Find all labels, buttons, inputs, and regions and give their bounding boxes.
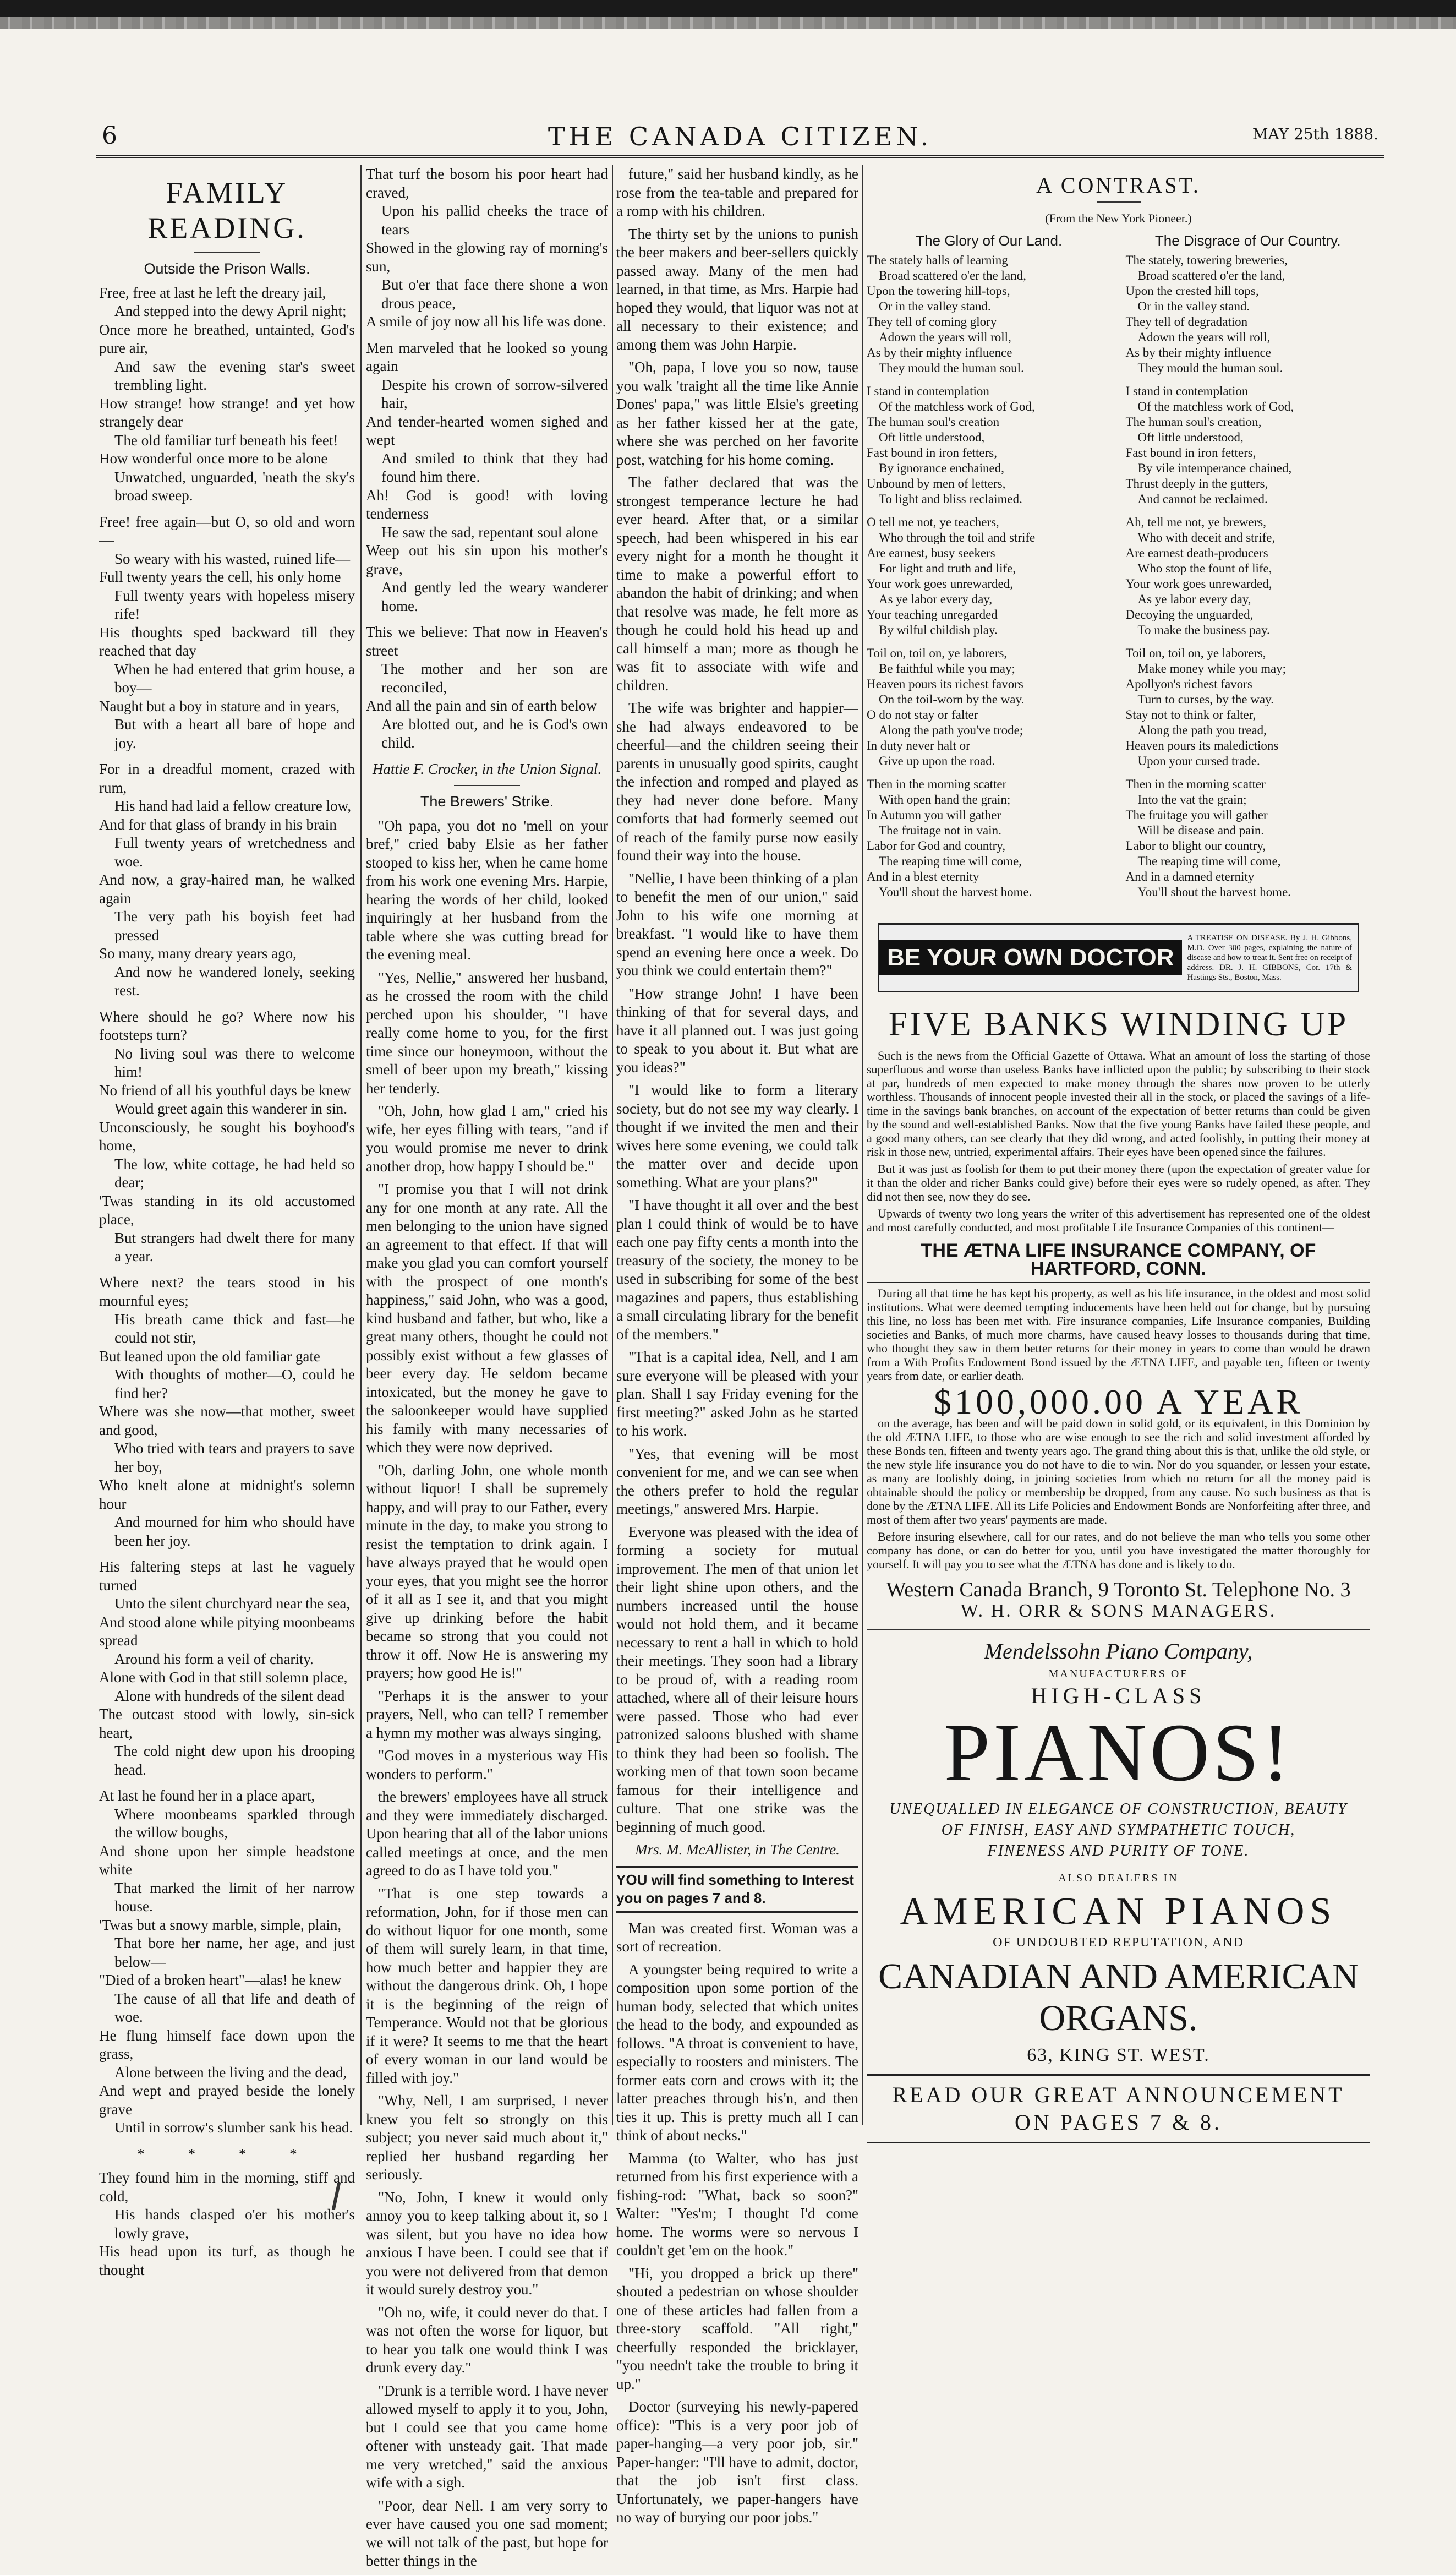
contrast-title: A CONTRAST. [1036, 173, 1201, 198]
stanza [366, 623, 608, 752]
year-figure: $100,000.00 A YEAR [934, 1382, 1303, 1421]
verse-line: Toil on, toil on, ye laborers, [1125, 646, 1266, 660]
verse-line: The old familiar turf beneath his feet! [114, 432, 338, 449]
banks-body [867, 1049, 1370, 1234]
paragraph: "That is a capital idea, Nell, and I am sure everyone will be pleased with your plan. Shall I say Friday evening for the first meeting?" asked John as he started to his work. [616, 1349, 858, 1439]
poem-final-stanza [99, 2169, 355, 2279]
paragraph: "I have thought it all over and the best plan I could think of would be to have each one pay fifty cents a month into the treasury of the society, the money to be used in subscribing for some of the best magazines and papers, thus establishing a small circulating library for the benefit of the members." [616, 1197, 858, 1343]
verse-line: But o'er that face there shone a won drous peace, [381, 276, 608, 312]
verse-line: This we believe: That now in Heaven's street [366, 624, 608, 659]
page-number: 6 [102, 122, 117, 150]
verse-line: And now he wandered lonely, seeking rest. [114, 963, 355, 999]
verse-line: And stood alone while pitying moonbeams spread [99, 1613, 355, 1649]
verse-line: At last he found her in a place apart, [99, 1787, 315, 1804]
verse-line: And shone upon her simple headstone white [99, 1842, 355, 1878]
verse-line: As by their mighty influence [867, 346, 1012, 359]
verse-line: Of the matchless work of God, [1137, 400, 1294, 413]
managers: W. H. ORR & SONS MANAGERS. [960, 1600, 1277, 1621]
verse-line: He saw the sad, repentant soul alone [381, 523, 598, 541]
paragraph: But it was just as foolish for them to put their money there (upon the expectation of greater value for it than the older and richer Banks could give) before their eyes were so rudely opened, as after. They did not then see, now they do see. [867, 1161, 1370, 1203]
verse-line: Then in the morning scatter [1125, 777, 1266, 791]
paragraph: "Hi, you dropped a brick up there" shouted a pedestrian on whose shoulder one of these articles had fallen from a three-story scaffold. "All right," cheerfully responded the bricklayer, "you needn't take the trouble to bring it up." [616, 2265, 858, 2392]
verse-line: Your work goes unrewarded, [867, 577, 1013, 591]
stanza [1126, 515, 1371, 638]
paragraph: "Yes, Nellie," answered her husband, as he crossed the room with the child perched upon his shoulder, "I have really come home to you, for the first time since our honeymoon, without the smell of beer upon my breath," kissing her tenderly. [366, 969, 608, 1096]
verse-line: Around his form a veil of charity. [114, 1650, 314, 1667]
verse-line: That bore her name, her age, and just below— [114, 1935, 355, 1970]
stanza [99, 1008, 355, 1266]
verse-line: Weep out his sin upon his mother's grave, [366, 542, 608, 577]
verse-line: For in a dreadful moment, crazed with rum, [99, 761, 355, 796]
announcement-line-1: READ OUR GREAT ANNOUNCEMENT [892, 2082, 1345, 2107]
contrast-source: (From the New York Pioneer.) [1045, 211, 1192, 225]
verse-line: Toil on, toil on, ye laborers, [867, 646, 1008, 660]
divider [454, 785, 520, 786]
verse-line: Be faithful while you may; [879, 662, 1015, 675]
verse-line: By ignorance enchained, [879, 461, 1004, 475]
verse-line: Labor to blight our country, [1125, 839, 1266, 853]
verse-line: Unbound by men of letters, [867, 477, 1006, 490]
verse-line: That turf the bosom his poor heart had craved, [366, 166, 608, 201]
verse-line: Along the path you've trode; [879, 723, 1023, 737]
reputation-line: OF UNDOUBTED REPUTATION, AND [993, 1935, 1244, 1950]
verse-line: Make money while you may; [1137, 662, 1287, 675]
verse-line: Will be disease and pain. [1137, 823, 1265, 837]
verse-line: And stepped into the dewy April night; [114, 303, 347, 319]
verse-line: In Autumn you will gather [867, 808, 1001, 822]
page-header [102, 118, 1378, 151]
verse-line: The cause of all that life and death of woe. [114, 1990, 355, 2025]
contrast-left [867, 233, 1112, 908]
contrast-right-title: The Disgrace of Our Country. [1154, 232, 1341, 249]
paragraph: The father declared that was the strongest temperance lecture he had ever heard. After that, or a similar speech, had been whispered in his ear every night for a month he thought it time to make a powerful effort to abandon the habit of drinking; and when that resolve was made, he felt more as though he could hold his head up and call himself a man; more as though he was fit to associate with wife and children. [616, 474, 858, 694]
paragraph: Before insuring elsewhere, call for our rates, and do not believe the man who tells you some other company has done, or can do better for you, until you have investigated the matter thoroughly for yourself. It will pay you to see what the ÆTNA has done and is likely to do. [867, 1530, 1370, 1571]
paragraph: "Drunk is a terrible word. I have never allowed myself to apply it to you, John, but I could see that you came home oftener with unsteady gait. That made me very wretched," said the anxious wife with a sigh. [366, 2382, 608, 2491]
paragraph: "Why, Nell, I am surprised, I never knew you felt so strongly on this subject; you never said much about it," replied her husband regarding her seriously. [366, 2092, 608, 2183]
verse-line: He flung himself face down upon the grass, [99, 2027, 355, 2062]
filler-items [616, 1919, 858, 2527]
verse-line: And wept and prayed beside the lonely grave [99, 2082, 355, 2118]
verse-line: And gently led the weary wanderer home. [381, 579, 608, 614]
story-signature: Mrs. M. McAllister, in The Centre. [635, 1841, 840, 1858]
stanza [867, 777, 1112, 900]
american-pianos: AMERICAN PIANOS [900, 1890, 1337, 1933]
column-three [616, 165, 858, 2532]
poem-signature: Hattie F. Crocker, in the Union Signal. [372, 760, 602, 777]
verse-line: Heaven pours its richest favors [867, 677, 1023, 691]
piano-company: Mendelssohn Piano Company, [984, 1639, 1253, 1663]
stanza [1126, 253, 1371, 376]
organs-headline: CANADIAN AND AMERICAN ORGANS. [878, 1956, 1359, 2038]
piano-address: 63, KING ST. WEST. [1027, 2044, 1210, 2065]
verse-line: His hands clasped o'er his mother's lowly grave, [114, 2206, 355, 2241]
story-body [366, 817, 608, 2571]
verse-line: Who with deceit and strife, [1137, 531, 1276, 544]
paragraph: "Oh no, wife, it could never do that. I was not often the worse for liquor, but to hear you talk one would think I was drunk every day." [366, 2304, 608, 2376]
doctor-advertisement [878, 923, 1359, 992]
verse-line: When he had entered that grim house, a boy— [114, 661, 355, 696]
verse-line: His head upon its turf, as though he thought [99, 2243, 355, 2278]
verse-line: To make the business pay. [1137, 623, 1270, 637]
verse-line: Until in sorrow's slumber sank his head. [114, 2119, 353, 2136]
verse-line: And mourned for him who should have been her joy. [114, 1514, 355, 1549]
verse-line: Who knelt alone at midnight's solemn hour [99, 1477, 355, 1512]
stanza [867, 515, 1112, 638]
verse-line: Give up upon the road. [879, 754, 995, 768]
verse-line: Where next? the tears stood in his mournful eyes; [99, 1274, 355, 1309]
verse-line: Where moonbeams sparkled through the willow boughs, [114, 1805, 355, 1841]
verse-line: Decoying the unguarded, [1125, 608, 1254, 621]
verse-line: But with a heart all bare of hope and joy. [114, 716, 355, 751]
verse-line: The cold night dew upon his drooping head. [114, 1743, 355, 1778]
verse-line: Stay not to think or falter, [1125, 708, 1256, 722]
verse-line: Where was she now—that mother, sweet and good, [99, 1403, 355, 1438]
verse-line: The human soul's creation, [1125, 415, 1262, 429]
poem-body [99, 284, 355, 2137]
verse-line: But leaned upon the old familiar gate [99, 1347, 320, 1365]
verse-line: Upon your cursed trade. [1137, 754, 1260, 768]
stanza [99, 1558, 355, 1779]
column-family-reading [99, 165, 355, 2279]
verse-line: They tell of coming glory [867, 315, 997, 329]
verse-line: Ah! God is good! with loving tenderness [366, 487, 608, 522]
paragraph: "Oh, darling John, one whole month without liquor! I shall be supremely happy, and will pray to our Father, every minute in the day, to make you strong to resist the temptation to drink again. I have always prayed that he would open your eyes, that you might see the horror of it all as I see it, and that you might give up drinking before the habit became so strong that you could not throw it off. Now He is answering my prayers; how good He is!" [366, 1461, 608, 1681]
verse-line: Unconsciously, he sought his boyhood's home, [99, 1119, 355, 1154]
paragraph: "Yes, that evening will be most convenient for me, and we can see when the others prefer to hold the regular meetings," answered Mrs. Harpie. [616, 1445, 858, 1517]
verse-line: Broad scattered o'er the land, [1137, 269, 1285, 282]
contrast-right [1126, 233, 1371, 908]
verse-line: Your teaching unregarded [867, 608, 998, 621]
paragraph: Such is the news from the Official Gazette of Ottawa. What an amount of loss the starting of those superfluous and worse than useless Banks have inflicted upon the public; by subscribing to their stock at par, hundreds of men expected to make money through the shares now proven to be utterly worthless. Thousands of innocent people invested their all in the stock, or placed the savings of a life-time in the savings bank branches, on account of the expectation of better returns than could be given by the sound and well-established Banks. Now that the five young Banks have failed these people, and a good many others, can see clearly that they did wrong, and acted foolishly, in putting their money at risk in those new, untried, experimental affairs. Their eyes have been opened since the failures. [867, 1048, 1370, 1159]
verse-line: In duty never halt or [867, 739, 970, 752]
insurance-company-name: THE ÆTNA LIFE INSURANCE COMPANY, OF HARTFORD, CONN. [867, 1242, 1370, 1283]
verse-line: Of the matchless work of God, [879, 400, 1035, 413]
verse-line: And now, a gray-haired man, he walked again [99, 871, 355, 907]
also-dealers: ALSO DEALERS IN [1058, 1872, 1179, 1884]
stanza [1126, 384, 1371, 507]
paragraph: "Poor, dear Nell. I am very sorry to ever have caused you one sad moment; we will not talk of the past, but hope for better things in the [366, 2497, 608, 2569]
paragraph: "Oh, papa, I love you so now, tause you walk 'traight all the time like Annie Dones' papa," was little Elsie's greeting as her father kissed her at the gate, where she was perched on her favorite post, watching for his home coming. [616, 359, 858, 468]
column-rule [360, 165, 362, 2125]
verse-line: His hand had laid a fellow creature low, [114, 798, 352, 814]
stanza [366, 339, 608, 616]
verse-line: And in a damned eternity [1125, 870, 1255, 883]
newspaper-title: THE CANADA CITIZEN. [548, 122, 933, 151]
insurance-paragraph: During all that time he has kept his property, as well as his life insurance, in the oldest and most solid institutions. What were deemed tempting inducements have been held out for change, but by pursuing this line, no loss has been met with. Fire insurance companies, Life Insurance companies, Building societies and Banks, of much more charms, have caused heavy losses to thousands during that time, who thought they saw in them better returns for their money in years to come than would be drawn from a With Profits Endowment Bond issued by the ÆTNA LIFE, and payable ten, fifteen or twenty years from date, or earlier death. [867, 1286, 1370, 1383]
verse-line: Who stop the fount of life, [1137, 561, 1272, 575]
tagline-2: OF FINISH, EASY AND SYMPATHETIC TOUCH, [941, 1821, 1296, 1838]
paragraph: "I would like to form a literary society, but do not see my way clearly. I thought if we invited the men and their wives here some evening, we could talk the matter over and decide upon something. What are your plans?" [616, 1082, 858, 1191]
verse-line: The low, white cottage, he had held so dear; [114, 1155, 355, 1191]
page-edge [0, 0, 1456, 17]
pianos-headline: PIANOS! [944, 1706, 1293, 1798]
verse-line: To light and bliss reclaimed. [879, 492, 1022, 506]
verse-line: Labor for God and country, [867, 839, 1006, 853]
verse-line: 'Twas but a snowy marble, simple, plain, [99, 1916, 342, 1933]
verse-line: The reaping time will come, [879, 854, 1022, 868]
verse-line: His breath came thick and fast—he could not stir, [114, 1311, 355, 1346]
verse-line: So many, many dreary years ago, [99, 945, 297, 962]
verse-line: 'Twas standing in its old accustomed place, [99, 1192, 355, 1228]
verse-line: By vile intemperance chained, [1137, 461, 1292, 475]
verse-line: Alone with hundreds of the silent dead [114, 1687, 345, 1704]
stanza [867, 646, 1112, 769]
verse-line: On the toil-worn by the way. [879, 692, 1025, 706]
verse-line: They mould the human soul. [1137, 361, 1283, 375]
paragraph: A youngster being required to write a composition upon some portion of the human body, selected that which unites the head to the body, and expounded as follows. "A throat is convenient to have, especially to roosters and ministers. The former eats corn and crows with it; the latter preaches through his'n, and then ties it up. This is pretty much all I can think of about necks." [616, 1961, 858, 2143]
verse-line: Full twenty years of wretchedness and woe. [114, 834, 355, 870]
verse-line: Oft little understood, [879, 430, 985, 444]
verse-line: Fast bound in iron fetters, [867, 446, 997, 460]
contrast-left-title: The Glory of Our Land. [916, 232, 1063, 249]
verse-line: Then in the morning scatter [867, 777, 1007, 791]
verse-line: Adown the years will roll, [879, 330, 1011, 344]
verse-line: The mother and her son are reconciled, [381, 661, 608, 696]
column-rule [612, 165, 613, 2125]
verse-line: Along the path you tread, [1137, 723, 1267, 737]
paragraph: "That is one step towards a reformation, John, for if those men can do without liquor for one month, some of them will surely learn, in that time, how much better and happier they are without the dangerous drink. Oh, I hope it is the beginning of the reign of Temperance. Would not that be glorious if it were? It seems to me that the heart of every woman in our land would be filled with joy." [366, 1885, 608, 2086]
verse-line: How strange! how strange! and yet how strangely dear [99, 395, 355, 430]
paragraph: The thirty set by the unions to punish the beer makers and beer-sellers quickly passed away. Many of the men had learned, in that time, as Mrs. Harpie had hoped they would, that liquor was not at all necessary to their existence; and among them was John Harpie. [616, 225, 858, 353]
verse-line: Once more he breathed, untainted, God's pure air, [99, 321, 355, 356]
verse-line: Into the vat the grain; [1137, 793, 1247, 806]
verse-line: Heaven pours its maledictions [1125, 739, 1279, 752]
doctor-fine-print: A TREATISE ON DISEASE. By J. H. Gibbons, M.D. Over 300 pages, explaining the nature of disease and how to treat it. Sent free on receipt of address. DR. J. H. GIBBONS, Cor. 17th & Hastings Sts., Boston, Mass. [1187, 934, 1352, 982]
verse-line: You'll shout the harvest home. [879, 885, 1032, 899]
stanza [867, 253, 1112, 376]
divider [194, 252, 260, 253]
verse-line: For light and truth and life, [879, 561, 1016, 575]
verse-line: And tender-hearted women sighed and wept [366, 413, 608, 448]
verse-line: Your work goes unrewarded, [1125, 577, 1272, 591]
verse-line: They mould the human soul. [879, 361, 1024, 375]
verse-line: Turn to curses, by the way. [1137, 692, 1274, 706]
verse-line: And smiled to think that they had found him there. [381, 450, 608, 485]
verse-line: Despite his crown of sorrow-silvered hair, [381, 376, 608, 411]
verse-line: The stately, towering breweries, [1125, 253, 1288, 267]
paragraph: Doctor (surveying his newly-papered office): "This is a very poor job of paper-hanging—a very poor job, sir." Paper-hanger: "I'll have to admit, doctor, that the job isn't first class. Unfortunately, we paper-hangers have no way of burying our poor jobs." [616, 2398, 858, 2525]
page-edge-torn [0, 17, 1456, 29]
section-title: FAMILY READING. [147, 176, 306, 244]
verse-line: Are blotted out, and he is God's own child. [381, 716, 608, 751]
verse-line: I stand in contemplation [867, 384, 989, 398]
issue-date: MAY 25th 1888. [1252, 125, 1378, 143]
verse-line: The human soul's creation [867, 415, 1000, 429]
verse-line: I stand in contemplation [1125, 384, 1249, 398]
column-two [366, 165, 608, 2575]
verse-line: A smile of joy now all his life was done. [366, 313, 606, 330]
verse-line: They tell of degradation [1125, 315, 1248, 329]
verse-line: Broad scattered o'er the land, [879, 269, 1026, 282]
column-advertisements [867, 165, 1370, 2143]
high-class-label: HIGH-CLASS [1031, 1683, 1206, 1708]
verse-line: His thoughts sped backward till they reached that day [99, 624, 355, 659]
stanza [99, 513, 355, 753]
verse-line: With open hand the grain; [879, 793, 1011, 806]
verse-line: The reaping time will come, [1137, 854, 1281, 868]
verse-line: No living soul was there to welcome him! [114, 1045, 355, 1080]
verse-line: Or in the valley stand. [879, 299, 991, 313]
verse-line: And in a blest eternity [867, 870, 979, 883]
stanza [99, 1274, 355, 1551]
banks-headline: FIVE BANKS WINDING UP [888, 1006, 1349, 1043]
paragraph: "Perhaps it is the answer to your prayers, Nell, who can tell? I remember a hymn my mother was always singing, [366, 1687, 608, 1741]
verse-line: Alone between the living and the dead, [114, 2064, 347, 2081]
paragraph: "God moves in a mysterious way His wonders to perform." [366, 1747, 608, 1782]
divider [1097, 201, 1141, 203]
verse-line: Full twenty years the cell, his only home [99, 569, 341, 585]
doctor-headline: BE YOUR OWN DOCTOR [879, 940, 1182, 975]
verse-line: That marked the limit of her narrow house. [114, 1879, 355, 1914]
verse-line: Upon his pallid cheeks the trace of tears [381, 203, 608, 238]
verse-line: Are earnest, busy seekers [867, 546, 995, 560]
verse-line: The outcast stood with lowly, sin-sick heart, [99, 1706, 355, 1741]
verse-line: O do not stay or falter [867, 708, 978, 722]
verse-line: Unwatched, unguarded, 'neath the sky's broad sweep. [114, 468, 355, 504]
paragraph: "Oh, John, how glad I am," cried his wife, her eyes filling with tears, "and if you would promise me never to drink another drop, how happy I should be." [366, 1103, 608, 1175]
verse-line: Showed in the glowing ray of morning's sun, [366, 239, 608, 275]
paragraph: on the average, has been and will be paid down in solid gold, or its equivalent, in this Dominion by the old ÆTNA LIFE, to those who are wise enough to see the rich and solid investment afforded by these Bonds ten, fifteen and twenty years ago. The grand thing about this is that, unlike the old style, or the new style life insurance you do not have to die to win. Nor do you squander, or lessen your estate, as many are foolishly doing, in joining societies from which no return for all the money paid is obtainable should the policy or membership be dropped, from any cause. No such business as that is done by the ÆTNA LIFE. All its Life Policies and Endowment Bonds are Nonforfeiting after three, and most of them after two years' payments are made. [867, 1416, 1370, 1526]
paragraph: The wife was brighter and happier—she had always endeavored to be cheerful—and the children seeing their parents in unusually good spirits, caught the infection and romped and played as they had never done before. Many comforts that had formerly seemed out of reach of the family purse now easily found their way into the house. [616, 700, 858, 864]
verse-line: His faltering steps at last he vaguely turned [99, 1558, 355, 1594]
stanza [99, 1787, 355, 2137]
verse-line: Where should he go? Where now his footsteps turn? [99, 1008, 355, 1043]
paragraph: Upwards of twenty two long years the writer of this advertisement has represented one of the oldest and most carefully conducted, and most profitable Life Insurance Companies of this continent— [867, 1206, 1370, 1234]
verse-line: Full twenty years with hopeless misery rife! [114, 587, 355, 622]
tagline-1: UNEQUALLED IN ELEGANCE OF CONSTRUCTION, BEAUTY [889, 1800, 1348, 1818]
stanza [99, 284, 355, 505]
verse-line: Or in the valley stand. [1137, 299, 1250, 313]
verse-line: Naught but a boy in stature and in years, [99, 697, 340, 714]
poem-continuation [366, 165, 608, 752]
header-rule [96, 155, 1384, 158]
verse-line: How wonderful once more to be alone [99, 450, 328, 467]
stanza [867, 384, 1112, 507]
stanza [366, 165, 608, 331]
verse-line: They found him in the morning, stiff and cold, [99, 2169, 355, 2205]
paragraph: "No, John, I knew it would only annoy you to keep talking about it, so I was silent, but you have no idea how anxious I have been. I could see that if you were not delivered from that demon it would surely destroy you." [366, 2189, 608, 2298]
verse-line: Free! free again—but O, so old and worn— [99, 513, 355, 548]
verse-line: The stately halls of learning [867, 253, 1008, 267]
verse-line: Adown the years will roll, [1137, 330, 1271, 344]
verse-line: Thrust deeply in the gutters, [1125, 477, 1268, 490]
verse-line: Men marveled that he looked so young again [366, 339, 608, 374]
verse-line: Upon the towering hill-tops, [867, 284, 1010, 298]
verse-line: But strangers had dwelt there for many a year. [114, 1229, 355, 1264]
verse-line: Ah, tell me not, ye brewers, [1125, 515, 1266, 529]
stanza [99, 760, 355, 1000]
poem-title: Outside the Prison Walls. [144, 260, 310, 277]
stars-divider: * * * * [137, 2145, 317, 2162]
stanza [1126, 777, 1371, 900]
story-body-continued [616, 165, 858, 1836]
paragraph: Man was created first. Woman was a sort of recreation. [616, 1919, 858, 1955]
verse-line: As ye labor every day, [1137, 592, 1251, 606]
paragraph: "Nellie, I have been thinking of a plan to benefit the men of our union," said John to his wife one morning at breakfast. "I would like to have them spend an evening here once a week. Do you think we could entertain them?" [616, 870, 858, 979]
verse-line: The fruitage not in vain. [879, 823, 1001, 837]
paragraph: Everyone was pleased with the idea of forming a society for mutual improvement. The men of that union let their light shine upon others, and the numbers increased until the house would not hold them, and it became necessary to rent a hall in which to hold their meetings. They soon had a library to be proud of, with a reading room attached, where all of their leisure hours were passed. Those who had ever patronized saloons blushed with shame to think they had been so foolish. The working men of that town soon became famous for their intelligence and culture. That one strike was the beginning of much good. [616, 1523, 858, 1835]
paragraph: "How strange John! I have been thinking of that for several days, and have it all planned out. I was just going to speak to you about it. But what are you ideas?" [616, 985, 858, 1076]
story-title: The Brewers' Strike. [420, 793, 554, 810]
verse-line: Who through the toil and strife [879, 531, 1036, 544]
verse-line: O tell me not, ye teachers, [867, 515, 999, 529]
verse-line: So weary with his wasted, ruined life— [114, 550, 351, 567]
verse-line: Would greet again this wanderer in sin. [114, 1100, 347, 1117]
year-body [867, 1416, 1370, 1571]
verse-line: Free, free at last he left the dreary jail, [99, 284, 326, 301]
verse-line: Unto the silent churchyard near the sea, [114, 1595, 351, 1612]
announcement-line-2: ON PAGES 7 & 8. [1015, 2110, 1222, 2135]
verse-line: And cannot be reclaimed. [1137, 492, 1268, 506]
manufacturers-label: MANUFACTURERS OF [1048, 1667, 1189, 1680]
verse-line: And for that glass of brandy in his brain [99, 816, 337, 833]
verse-line: Upon the crested hill tops, [1125, 284, 1259, 298]
branch-address: Western Canada Branch, 9 Toronto St. Telephone No. 3 [886, 1578, 1351, 1601]
tagline-3: FINENESS AND PURITY OF TONE. [987, 1842, 1250, 1859]
announcement-box [867, 2074, 1370, 2143]
verse-line: Are earnest death-producers [1125, 546, 1268, 560]
verse-line: The very path his boyish feet had pressed [114, 908, 355, 943]
paragraph: "Oh papa, you dot no 'mell on your bref," cried baby Elsie as her father stooped to kiss her, when he came home from his work one evening Mrs. Harpie, hearing the words of her child, looked inquiringly at her husband from the table where she was cutting bread for the evening meal. [366, 817, 608, 963]
paragraph: future," said her husband kindly, as he rose from the tea-table and prepared for a romp with his children. [616, 166, 858, 219]
verse-line: And all the pain and sin of earth below [366, 697, 597, 714]
verse-line: You'll shout the harvest home. [1137, 885, 1291, 899]
stanza [1126, 646, 1371, 769]
divider [867, 1629, 1370, 1630]
verse-line: No friend of all his youthful days be knew [99, 1082, 351, 1099]
verse-line: Alone with God in that still solemn place, [99, 1669, 348, 1685]
verse-line: With thoughts of mother—O, could he find her? [114, 1366, 355, 1401]
paragraph: the brewers' employees have all struck and they were immediately discharged. Upon hearing that all of the labor unions called meetings at once, and the men agreed to do as I have told you." [366, 1788, 608, 1879]
interest-notice: YOU will find something to Interest you on pages 7 and 8. [616, 1866, 858, 1913]
verse-line: The fruitage you will gather [1125, 808, 1268, 822]
verse-line: By wilful childish play. [879, 623, 998, 637]
verse-line: "Died of a broken heart"—alas! he knew [99, 1972, 342, 1988]
verse-line: As by their mighty influence [1125, 346, 1271, 359]
verse-line: Fast bound in iron fetters, [1125, 446, 1256, 460]
paragraph: Mamma (to Walter, who has just returned from his first experience with a fishing-rod: "What, back so soon?" Walter: "Yes'm; I thought I'd come home. The worms were so nervous I couldn't get 'em on the hook." [616, 2150, 858, 2258]
contrast-poems [867, 233, 1370, 908]
verse-line: Apollyon's richest favors [1125, 677, 1252, 691]
verse-line: As ye labor every day, [879, 592, 993, 606]
verse-line: Who tried with tears and prayers to save her boy, [114, 1440, 355, 1475]
column-rule [862, 165, 863, 2125]
verse-line: Oft little understood, [1137, 430, 1244, 444]
paragraph: "I promise you that I will not drink any for one month at any rate. All the men belonging to the union have signed an agreement to that effect. If that will make you glad you can comfort yourself with the prospect of one month's happiness," said John, who was a good, kind husband and father, but who, like a great many others, thought he could not possibly exist without a few glasses of beer every day. He seldom became intoxicated, but the money he gave to the saloonkeeper would have supplied his family with many necessaries of which they were now deprived. [366, 1181, 608, 1455]
verse-line: And saw the evening star's sweet trembling light. [114, 358, 355, 393]
